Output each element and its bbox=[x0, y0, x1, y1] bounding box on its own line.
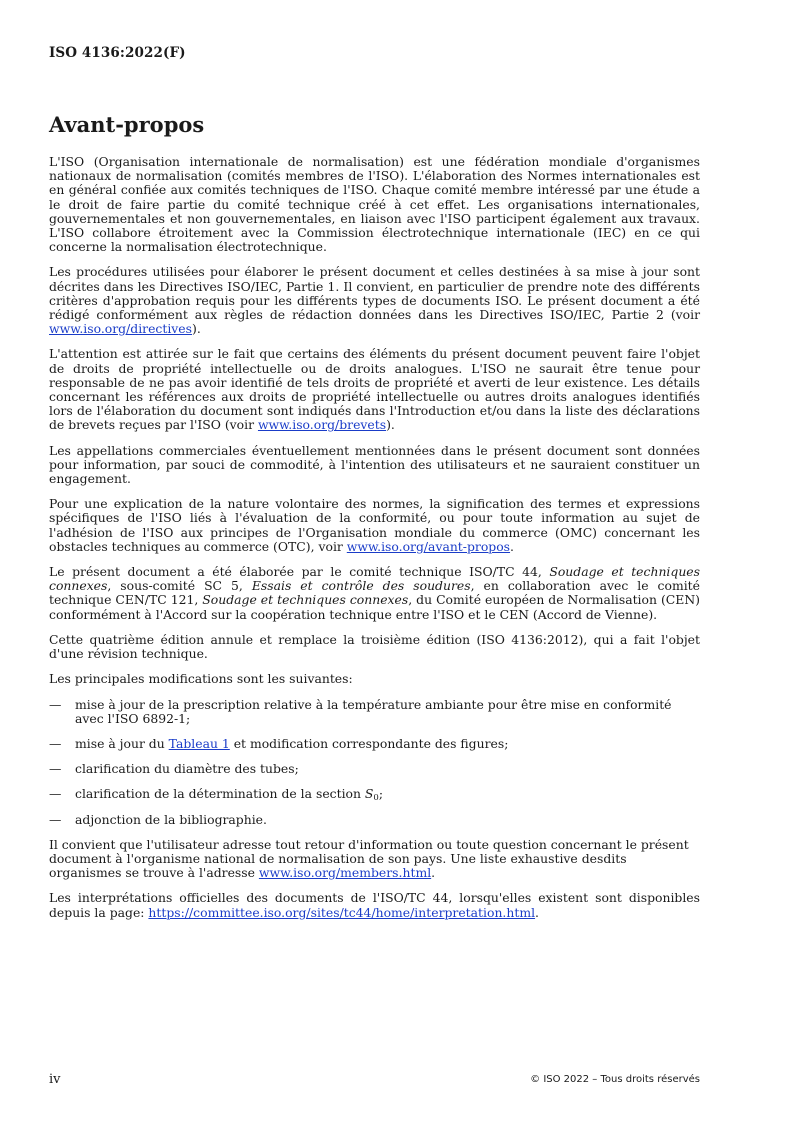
paragraph-trade-names: Les appellations commerciales éventuellement mentionnées dans le présent document sont données pour information, par souci de commodité, à l'intention des utilisateurs et ne sauraient constituer un engagement. bbox=[49, 442, 700, 487]
list-item4-text-a: clarification de la détermination de la section bbox=[75, 786, 365, 802]
committee-title-1: Soudage et techniques connexes bbox=[49, 564, 700, 594]
dash-marker: — bbox=[49, 696, 62, 712]
foreword-body bbox=[49, 155, 700, 931]
link-interpretation[interactable]: https://committee.iso.org/sites/tc44/home/interpretation.html bbox=[148, 904, 536, 920]
document-header-id: ISO 4136:2022(F) bbox=[49, 45, 186, 61]
section-variable-subscript: 0 bbox=[373, 793, 379, 804]
committee-title-2: Soudage et techniques connexes bbox=[202, 592, 409, 608]
list-item-text: adjonction de la bibliographie. bbox=[75, 811, 267, 827]
list-item bbox=[49, 762, 700, 776]
dash-marker: — bbox=[49, 786, 62, 802]
list-item bbox=[49, 737, 700, 751]
list-item4-text-b: ; bbox=[378, 786, 384, 802]
committee-text-b: , sous-comité SC 5, bbox=[107, 578, 252, 594]
committee-text-d: , du Comité européen de Normalisation (CEN) conformément à l'Accord sur la coopération technique entre l'ISO et le CEN (Accord de Vienne). bbox=[49, 592, 700, 622]
section-variable: S bbox=[364, 786, 374, 802]
paragraph-changes-intro: Les principales modifications sont les suivantes: bbox=[49, 671, 353, 687]
paragraph-feedback bbox=[49, 838, 700, 881]
paragraph-feedback-end: . bbox=[431, 865, 436, 881]
copyright-notice: © ISO 2022 – Tous droits réservés bbox=[530, 1074, 700, 1085]
page-title: Avant-propos bbox=[49, 112, 205, 137]
paragraph-voluntary-end: . bbox=[510, 538, 514, 554]
paragraph-interpretations-text: Les interprétations officielles des documents de l'ISO/TC 44, lorsqu'elles existent sont disponibles depuis la page: bbox=[49, 890, 700, 920]
paragraph-interpretations bbox=[49, 891, 700, 919]
list-item2-text-b: et modification correspondante des figures; bbox=[229, 735, 509, 751]
paragraph-procedures-text: Les procédures utilisées pour élaborer le présent document et celles destinées à sa mise à jour sont décrites dans les Directives ISO/IEC, Partie 1. Il convient, en particulier de prendre note des différents critères d'approbation requis pour les différents types de documents ISO. Le présent document a été rédigé conformément aux règles de rédaction données dans les Directives ISO/IEC, Partie 2 (voir bbox=[49, 264, 700, 323]
paragraph-patents bbox=[49, 347, 700, 432]
committee-text-c: , en collaboration avec le comité technique CEN/TC 121, bbox=[49, 578, 700, 608]
paragraph-patents-end: ). bbox=[386, 417, 395, 433]
page-number: iv bbox=[49, 1072, 61, 1087]
paragraph-edition: Cette quatrième édition annule et remplace la troisième édition (ISO 4136:2012), qui a fait l'objet d'une révision technique. bbox=[49, 631, 700, 662]
paragraph-procedures-end: ). bbox=[192, 321, 201, 337]
paragraph-interpretations-end: . bbox=[535, 904, 539, 920]
paragraph-procedures bbox=[49, 265, 700, 336]
dash-marker: — bbox=[49, 735, 62, 751]
paragraph-patents-text: L'attention est attirée sur le fait que certains des éléments du présent document peuvent faire l'objet de droits de propriété intellectuelle ou de droits analogues. L'ISO ne saurait être tenue pour responsable de ne pas avoir identifié de tels droits de propriété et averti de leur existence. Les détails concernant les références aux droits de propriété intellectuelle ou autres droits analogues identifiés lors de l'élaboration du document sont indiqués dans l'Introduction et/ou dans la liste des déclarations de brevets reçues par l'ISO (voir bbox=[49, 346, 700, 433]
list-item-text bbox=[75, 786, 700, 804]
list-item2-text-a: mise à jour du bbox=[75, 735, 169, 751]
paragraph-feedback-text: Il convient que l'utilisateur adresse tout retour d'information ou toute question concernant le présent document à l'organisme national de normalisation de son pays. Une liste exhaustive desdits organismes se trouve à l'adresse bbox=[49, 836, 689, 881]
dash-marker: — bbox=[49, 761, 62, 777]
subcommittee-title: Essais et contrôle des soudures bbox=[251, 578, 471, 594]
link-directives[interactable]: www.iso.org/directives bbox=[49, 321, 192, 337]
link-avant-propos[interactable]: www.iso.org/avant-propos bbox=[346, 538, 511, 554]
list-item bbox=[49, 813, 700, 827]
paragraph-committee bbox=[49, 565, 700, 622]
paragraph-iso-intro: L'ISO (Organisation internationale de normalisation) est une fédération mondiale d'organismes nationaux de normalisation (comités membres de l'ISO). L'élaboration des Normes internationales est en général confiée aux comités techniques de l'ISO. Chaque comité membre intéressé par une étude a le droit de faire partie du comité technique créé à cet effet. Les organisations internationales, gouvernementales et non gouvernementales, en liaison avec l'ISO participent également aux travaux. L'ISO collabore étroitement avec la Commission électrotechnique internationale (IEC) en ce qui concerne la normalisation électrotechnique. bbox=[49, 154, 700, 255]
list-item bbox=[49, 698, 700, 726]
committee-text-a: Le présent document a été élaborée par le comité technique ISO/TC 44, bbox=[49, 564, 550, 580]
list-item-text: clarification du diamètre des tubes; bbox=[75, 761, 299, 777]
paragraph-voluntary-nature bbox=[49, 497, 700, 554]
dash-marker: — bbox=[49, 811, 62, 827]
link-tableau-1[interactable]: Tableau 1 bbox=[168, 735, 230, 751]
list-item-text bbox=[75, 737, 700, 751]
link-brevets[interactable]: www.iso.org/brevets bbox=[257, 417, 387, 433]
list-item bbox=[49, 786, 700, 804]
list-item-text: mise à jour de la prescription relative à la température ambiante pour être mise en conformité avec l'ISO 6892-1; bbox=[75, 696, 672, 726]
paragraph-voluntary-text: Pour une explication de la nature volontaire des normes, la signification des termes et expressions spécifiques de l'ISO liés à l'évaluation de la conformité, ou pour toute information au sujet de l'adhésion de l'ISO aux principes de l'Organisation mondiale du commerce (OMC) concernant les obstacles techniques au commerce (OTC), voir bbox=[49, 496, 700, 554]
link-members[interactable]: www.iso.org/members.html bbox=[258, 865, 432, 881]
